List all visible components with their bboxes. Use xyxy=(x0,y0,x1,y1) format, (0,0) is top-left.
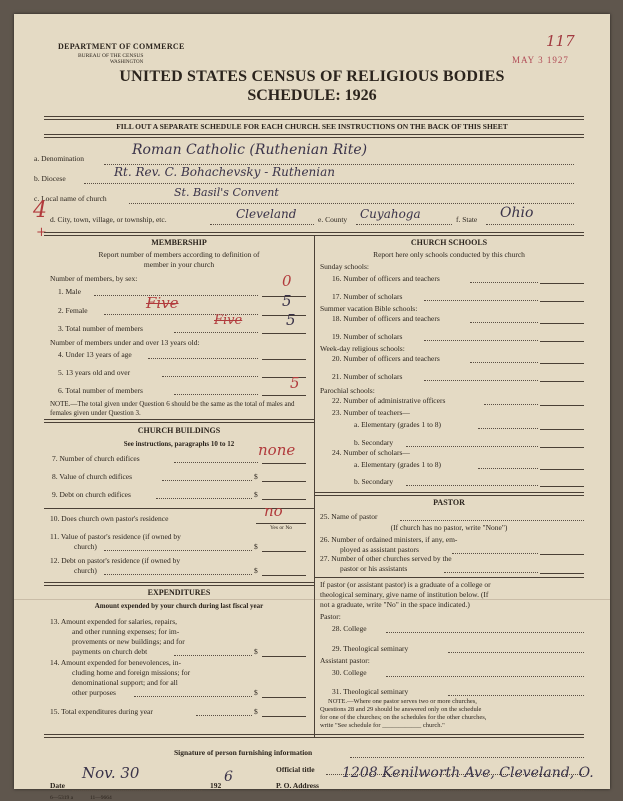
q12-label-2: church) xyxy=(74,566,97,575)
state-value[interactable]: Ohio xyxy=(500,205,534,221)
q24a-label: a. Elementary (grades 1 to 8) xyxy=(354,460,442,469)
state-line xyxy=(486,224,574,225)
date-value[interactable]: Nov. 30 xyxy=(82,764,140,782)
paper-crease xyxy=(14,599,610,600)
file-number: 117 xyxy=(546,32,575,50)
city-line xyxy=(210,224,314,225)
q26-leader xyxy=(452,553,538,554)
q13-label-2: and other running expenses; for im- xyxy=(72,627,180,636)
official-title-label: Official title xyxy=(276,765,315,774)
q13-line xyxy=(262,656,306,657)
q27-line xyxy=(540,573,584,574)
q14-label-2: cluding home and foreign missions; for xyxy=(72,668,191,677)
buildings-sub: See instructions, paragraphs 10 to 12 xyxy=(123,440,235,448)
q26-label-2: ployed as assistant pastors xyxy=(340,545,419,554)
q23b-label: b. Secondary xyxy=(354,438,394,447)
diocese-value[interactable]: Rt. Rev. C. Bohachevsky - Ruthenian xyxy=(114,165,336,179)
q23a-line xyxy=(540,429,584,430)
q1-label: 1. Male xyxy=(58,287,81,296)
county-value[interactable]: Cuyahoga xyxy=(360,207,421,221)
q24-label: 24. Number of scholars— xyxy=(332,448,410,457)
q22-leader xyxy=(484,404,538,405)
q12-line xyxy=(262,575,306,576)
q3-line xyxy=(262,333,306,334)
summer-schools-label: Summer vacation Bible schools: xyxy=(320,304,418,313)
q15-line xyxy=(262,716,306,717)
q23-label: 23. Number of teachers— xyxy=(332,408,410,417)
q16-line xyxy=(540,283,584,284)
date-line xyxy=(72,790,202,791)
q29-label: 29. Theological seminary xyxy=(332,644,409,653)
q11-leader xyxy=(104,550,252,551)
q3-struck-value: Five xyxy=(214,313,243,328)
q14-label-4: other purposes xyxy=(72,688,116,697)
q12-label-1: 12. Debt on pastor's residence (if owned by xyxy=(50,556,181,565)
q15-label: 15. Total expenditures during year xyxy=(50,707,153,716)
q27-label-2: pastor or his assistants xyxy=(340,564,408,573)
pastor-note-4: write "See schedule for ____________ church." xyxy=(320,722,445,729)
print-code: 11—9664 xyxy=(90,795,112,801)
local-name-label: c. Local name of church xyxy=(34,194,107,203)
q9-leader xyxy=(156,498,252,499)
schools-sub: Report here only schools conducted by this church xyxy=(373,250,525,259)
census-schedule-sheet xyxy=(14,14,610,801)
members-by-sex-label: Number of members, by sex: xyxy=(50,274,138,283)
q21-label: 21. Number of scholars xyxy=(332,372,403,381)
q16-leader xyxy=(470,282,538,283)
state-label: f. State xyxy=(456,215,478,224)
q23a-label: a. Elementary (grades 1 to 8) xyxy=(354,420,442,429)
q13-label-1: 13. Amount expended for salaries, repairs, xyxy=(50,617,178,626)
margin-note: 4 xyxy=(33,198,47,223)
q3-value[interactable]: 5 xyxy=(286,311,296,329)
column-divider xyxy=(314,236,315,738)
q12-leader xyxy=(104,574,252,575)
form-subtitle: SCHEDULE: 1926 xyxy=(247,87,377,104)
city-value[interactable]: Cleveland xyxy=(236,207,297,221)
q3-leader xyxy=(174,332,258,333)
q24a-line xyxy=(540,469,584,470)
membership-rule xyxy=(44,419,314,423)
q13-dollar: $ xyxy=(254,647,258,656)
department-name: DEPARTMENT OF COMMERCE xyxy=(58,42,185,51)
sunday-schools-label: Sunday schools: xyxy=(320,262,369,271)
q25-line xyxy=(400,520,584,521)
pastor-note-3: for one of the churches; on the schedules for the other churches, xyxy=(320,714,487,721)
expenditures-heading: EXPENDITURES xyxy=(147,588,211,597)
q4-line xyxy=(262,359,306,360)
q2-line xyxy=(262,315,306,316)
address-label: P. O. Address xyxy=(276,781,319,790)
local-name-value[interactable]: St. Basil's Convent xyxy=(174,186,279,199)
membership-heading: MEMBERSHIP xyxy=(151,238,207,247)
q2-label: 2. Female xyxy=(58,306,88,315)
q6-value[interactable]: 5 xyxy=(290,374,300,392)
city-name: WASHINGTON xyxy=(110,60,144,65)
q29-line xyxy=(448,652,584,653)
q4-leader xyxy=(148,358,258,359)
q6-label: 6. Total number of members xyxy=(58,386,143,395)
q24b-line xyxy=(540,486,584,487)
pastor-label: Pastor: xyxy=(320,612,341,621)
q21-line xyxy=(540,381,584,382)
q25-label: 25. Name of pastor xyxy=(320,512,378,521)
q10-value[interactable]: no xyxy=(264,502,283,520)
q14-leader xyxy=(134,696,252,697)
q23b-line xyxy=(540,447,584,448)
received-date-stamp: MAY 3 1927 xyxy=(512,55,569,65)
q5-label: 5. 13 years old and over xyxy=(58,368,131,377)
form-number: 6—5319 a xyxy=(50,795,74,801)
q2-value[interactable]: 5 xyxy=(282,292,292,310)
q22-label: 22. Number of administrative officers xyxy=(332,396,446,405)
graduate-intro-1: If pastor (or assistant pastor) is a graduate of a college or xyxy=(320,580,491,589)
schools-heading: CHURCH SCHOOLS xyxy=(410,238,488,247)
q9-line xyxy=(262,499,306,500)
q7-leader xyxy=(174,462,258,463)
q15-dollar: $ xyxy=(254,707,258,716)
membership-note: NOTE.—The total given under Question 6 should be the same as the total of males and females given under Question 3. xyxy=(50,400,295,417)
q28-label: 28. College xyxy=(332,624,367,633)
q13-label-3: provements or new buildings; and for xyxy=(72,637,185,646)
pastor-note-1: NOTE.—Where one pastor serves two or more churches, xyxy=(328,698,477,705)
q31-label: 31. Theological seminary xyxy=(332,687,409,696)
weekday-schools-label: Week-day religious schools: xyxy=(320,344,405,353)
q27-label-1: 27. Number of other churches served by the xyxy=(320,554,452,563)
assistant-pastor-label: Assistant pastor: xyxy=(320,656,370,665)
q8-dollar: $ xyxy=(254,472,258,481)
pastor-heading: PASTOR xyxy=(433,498,465,507)
q11-line xyxy=(262,551,306,552)
county-line xyxy=(356,224,452,225)
graduate-intro-2: theological seminary, give name of institution below. (If xyxy=(320,590,489,599)
q14-label-3: denominational support; and for all xyxy=(72,678,178,687)
q8-line xyxy=(262,481,306,482)
q18-label: 18. Number of officers and teachers xyxy=(332,314,440,323)
q7-value[interactable]: none xyxy=(258,441,296,459)
q14-dollar: $ xyxy=(254,688,258,697)
q14-line xyxy=(262,697,306,698)
members-by-age-label: Number of members under and over 13 years old: xyxy=(50,338,200,347)
q25-hint: (If church has no pastor, write "None") xyxy=(390,523,508,532)
expenditures-sub: Amount expended by your church during last fiscal year xyxy=(94,602,264,610)
buildings-rule xyxy=(44,582,314,586)
q13-label-4: payments on church debt xyxy=(72,647,148,656)
q10-line xyxy=(256,523,306,524)
q11-dollar: $ xyxy=(254,542,258,551)
signature-line xyxy=(350,757,584,758)
q7-line xyxy=(262,463,306,464)
parochial-schools-label: Parochial schools: xyxy=(320,386,375,395)
q26-label-1: 26. Number of ordained ministers, if any, em- xyxy=(320,535,458,544)
q12-dollar: $ xyxy=(254,566,258,575)
q2-struck-value: Five xyxy=(146,294,179,312)
q11-label-1: 11. Value of pastor's residence (if owned by xyxy=(50,532,181,541)
q5-leader xyxy=(162,376,258,377)
form-instructions: FILL OUT A SEPARATE SCHEDULE FOR EACH CHURCH. SEE INSTRUCTIONS ON THE BACK OF THIS SHEET xyxy=(116,122,508,131)
membership-intro-2: member in your church xyxy=(143,260,215,269)
q26-line xyxy=(540,554,584,555)
diocese-line xyxy=(84,183,574,184)
q3-label: 3. Total number of members xyxy=(58,324,143,333)
year-suffix[interactable]: 6 xyxy=(224,769,233,785)
form-title: UNITED STATES CENSUS OF RELIGIOUS BODIES xyxy=(119,68,505,85)
q6-leader xyxy=(174,394,258,395)
q24a-leader xyxy=(478,468,538,469)
signature-label: Signature of person furnishing information xyxy=(174,748,313,757)
q23b-leader xyxy=(406,446,538,447)
q17-line xyxy=(540,301,584,302)
header-rule xyxy=(44,116,584,120)
q17-leader xyxy=(424,300,538,301)
denomination-label: a. Denomination xyxy=(34,154,84,163)
q27-leader xyxy=(444,572,538,573)
q8-leader xyxy=(162,480,252,481)
schools-rule xyxy=(314,492,584,496)
q24b-label: b. Secondary xyxy=(354,477,394,486)
city-label: d. City, town, village, or township, etc. xyxy=(50,215,167,224)
q17-label: 17. Number of scholars xyxy=(332,292,403,301)
county-label: e. County xyxy=(318,215,348,224)
q19-label: 19. Number of scholars xyxy=(332,332,403,341)
address-line xyxy=(340,790,584,791)
q30-label: 30. College xyxy=(332,668,367,677)
membership-intro-1: Report number of members according to definition of xyxy=(98,250,260,259)
q1-value[interactable]: 0 xyxy=(282,272,292,290)
q10-label: 10. Does church own pastor's residence xyxy=(50,514,169,523)
q4-label: 4. Under 13 years of age xyxy=(58,350,132,359)
q24b-leader xyxy=(406,485,538,486)
q16-label: 16. Number of officers and teachers xyxy=(332,274,440,283)
q23a-leader xyxy=(478,428,538,429)
q14-label-1: 14. Amount expended for benevolences, in- xyxy=(50,658,182,667)
q9-dollar: $ xyxy=(254,490,258,499)
q15-leader xyxy=(196,715,252,716)
instruction-rule xyxy=(44,134,584,138)
graduate-intro-3: not a graduate, write "No" in the space indicated.) xyxy=(320,600,470,609)
pastor-note-2: Questions 28 and 29 should be answered only on the schedule xyxy=(320,706,482,713)
q18-leader xyxy=(470,322,538,323)
address-value[interactable]: 1208 Kenilworth Ave, Cleveland, O. xyxy=(342,765,594,781)
pastor-mid-rule xyxy=(314,577,584,578)
buildings-heading: CHURCH BUILDINGS xyxy=(137,426,221,435)
q20-line xyxy=(540,363,584,364)
q19-line xyxy=(540,341,584,342)
q20-leader xyxy=(470,362,538,363)
bureau-name: BUREAU OF THE CENSUS xyxy=(78,53,144,59)
q30-line xyxy=(386,676,584,677)
denomination-value[interactable]: Roman Catholic (Ruthenian Rite) xyxy=(132,142,368,158)
date-label: Date xyxy=(50,781,65,790)
body-bottom-rule xyxy=(44,734,584,738)
diocese-label: b. Diocese xyxy=(34,174,66,183)
local-name-line xyxy=(129,203,574,204)
q31-line xyxy=(448,695,584,696)
q6-line xyxy=(262,395,306,396)
q9-label: 9. Debt on church edifices xyxy=(52,490,131,499)
q28-line xyxy=(386,632,584,633)
q22-line xyxy=(540,405,584,406)
q11-label-2: church) xyxy=(74,542,97,551)
margin-mark: + xyxy=(36,225,47,240)
q8-label: 8. Value of church edifices xyxy=(52,472,133,481)
q7-label: 7. Number of church edifices xyxy=(52,454,140,463)
q18-line xyxy=(540,323,584,324)
q13-leader xyxy=(174,655,252,656)
q21-leader xyxy=(424,380,538,381)
q19-leader xyxy=(424,340,538,341)
year-prefix: 192 xyxy=(210,781,222,790)
q10-hint: Yes or No xyxy=(270,525,293,531)
q20-label: 20. Number of officers and teachers xyxy=(332,354,440,363)
